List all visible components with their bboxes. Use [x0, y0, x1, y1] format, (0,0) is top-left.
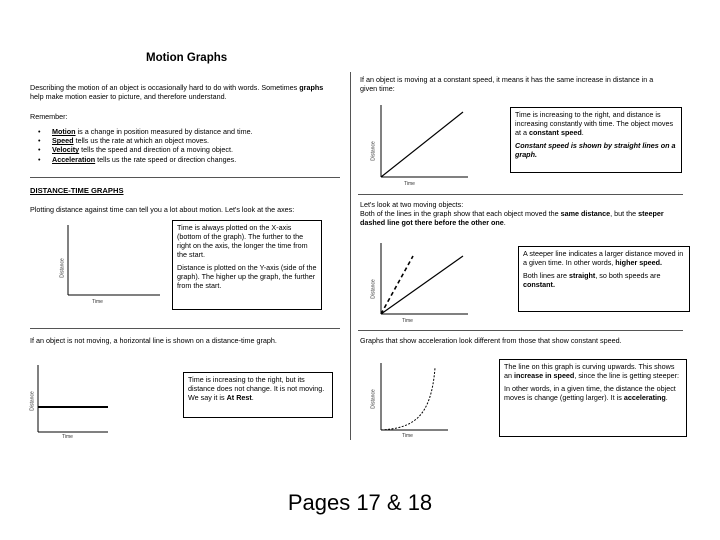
definitions-list: [30, 127, 330, 164]
two-intro-term1: same distance: [560, 209, 611, 218]
rest-y-label: Distance: [29, 391, 36, 411]
two-intro-period: .: [503, 218, 506, 227]
section-rule-4: [358, 330, 683, 331]
rest-box-text: Time is increasing to the right, but its distance does not change. It is not moving. We say it is: [188, 375, 325, 402]
term-motion: Motion: [52, 127, 76, 136]
constant-y-label: Distance: [370, 141, 377, 161]
accel-intro: Graphs that show acceleration look different from those that show constant speed.: [360, 336, 622, 345]
page-title: Motion Graphs: [146, 52, 228, 64]
two-box-p1: [523, 249, 685, 267]
accel-box-p1-text: The line on this graph is curving upwards. This shows an: [504, 362, 675, 380]
constant-box-term: constant speed: [529, 128, 582, 137]
intro-text-a: Describing the motion of an object is occasionally hard to do with words. Sometimes: [30, 83, 298, 92]
rest-graph: [30, 360, 140, 440]
list-item: [30, 155, 330, 164]
axes-box-p1: Time is always plotted on the X-axis (bottom of the graph). The further to the right on the axis, the longer the time from the start.: [177, 223, 308, 259]
constant-x-label: Time: [404, 181, 415, 187]
axes-box-p2: Distance is plotted on the Y-axis (side of the graph). The higher up the graph, the further from the start.: [177, 263, 317, 290]
def-velocity: tells the speed and direction of a moving object.: [79, 145, 233, 155]
axes-explanation-box: [172, 220, 322, 310]
two-objects-box: [518, 246, 690, 312]
rest-x-label: Time: [62, 434, 73, 440]
remember-label: Remember:: [30, 112, 68, 121]
constant-box-body: Time is increasing to the right, and distance is increasing constantly with time. The object moves at a: [515, 110, 674, 137]
section-heading: DISTANCE-TIME GRAPHS: [30, 186, 124, 195]
two-box-p3-text: , so both speeds are: [595, 271, 661, 280]
list-item: [30, 127, 330, 136]
section-rule-3: [358, 194, 683, 195]
accel-box-term1: increase in speed: [514, 371, 575, 380]
constant-box-text: Time is increasing to the right, and distance is increasing constantly with time. The object moves at a constant speed.: [515, 110, 674, 137]
accel-box-p1: [504, 362, 682, 380]
constant-speed-graph: [370, 100, 483, 190]
two-box-term1: higher speed.: [615, 258, 663, 267]
accel-box-p2-text: In other words, in a given time, the distance the object moves is change (getting larger). It is: [504, 384, 676, 402]
def-motion: is a change in position measured by distance and time.: [75, 127, 253, 136]
def-speed: tells us the rate at which an object moves.: [73, 136, 210, 146]
two-intro-line1: Let's look at two moving objects:: [360, 200, 464, 209]
constant-explanation-box: [510, 107, 682, 173]
accel-box-term2: accelerating: [623, 393, 666, 402]
axes-y-label: Distance: [59, 258, 66, 278]
two-intro-b: , but the: [610, 209, 639, 218]
two-objects-graph: [370, 238, 483, 328]
two-box-p2-text: Both lines are: [523, 271, 569, 280]
acceleration-graph: [370, 358, 483, 448]
intro-paragraph: [30, 83, 335, 101]
section-rule-2: [30, 328, 340, 329]
two-y-label: Distance: [370, 279, 377, 299]
intro-term-graphs: graphs: [299, 83, 324, 92]
two-intro-a: Both of the lines in the graph show that each object moved the: [360, 209, 561, 218]
rest-box-term: At Rest: [226, 393, 252, 402]
two-box-p1-text: A steeper line indicates a larger distance moved in a given time. In other words,: [523, 249, 684, 267]
list-item: [30, 145, 330, 154]
term-speed: Speed: [52, 136, 74, 146]
column-divider: [350, 72, 351, 440]
two-intro-term2: steeper dashed line got there before the other one: [360, 209, 664, 227]
two-box-term3: constant.: [523, 280, 555, 289]
acceleration-box: [499, 359, 687, 437]
accel-x-label: Time: [402, 433, 413, 439]
two-box-p2: [523, 271, 685, 289]
def-acceleration: tells us the rate speed or direction changes.: [95, 154, 237, 164]
acceleration-curve: [381, 368, 435, 430]
accel-y-label: Distance: [370, 389, 377, 409]
intro-text-b: help make motion easier to picture, and therefore understand.: [30, 92, 227, 101]
axes-graph: [60, 220, 170, 300]
section-rule-1: [30, 177, 340, 178]
two-x-label: Time: [402, 318, 413, 324]
list-item: [30, 136, 330, 145]
accel-box-p2: In other words, in a given time, the distance the object moves is change (getting larger). It is accelerating.: [504, 384, 676, 402]
constant-box-em: Constant speed is shown by straight lines on a graph.: [515, 141, 676, 159]
pages-caption: Pages 17 & 18: [287, 490, 433, 515]
fast-dashed-line: [381, 256, 413, 314]
constant-line: [381, 112, 463, 177]
rest-intro: If an object is not moving, a horizontal line is shown on a distance-time graph.: [30, 336, 277, 345]
accel-box-p1b: , since the line is getting steeper:: [574, 371, 680, 380]
two-box-term2: straight: [568, 271, 596, 280]
term-velocity: Velocity: [52, 145, 80, 155]
slow-line: [381, 256, 463, 314]
rest-explanation-box: Time is increasing to the right, but its distance does not change. It is not moving. We say it is At Rest.: [183, 372, 333, 418]
two-objects-intro: [360, 200, 685, 227]
constant-intro: If an object is moving at a constant speed, it means it has the same increase in distance in a given time:: [360, 75, 654, 93]
axes-x-label: Time: [92, 299, 103, 305]
section-intro: Plotting distance against time can tell you a lot about motion. Let's look at the axes:: [30, 205, 295, 214]
term-acceleration: Acceleration: [52, 154, 96, 164]
